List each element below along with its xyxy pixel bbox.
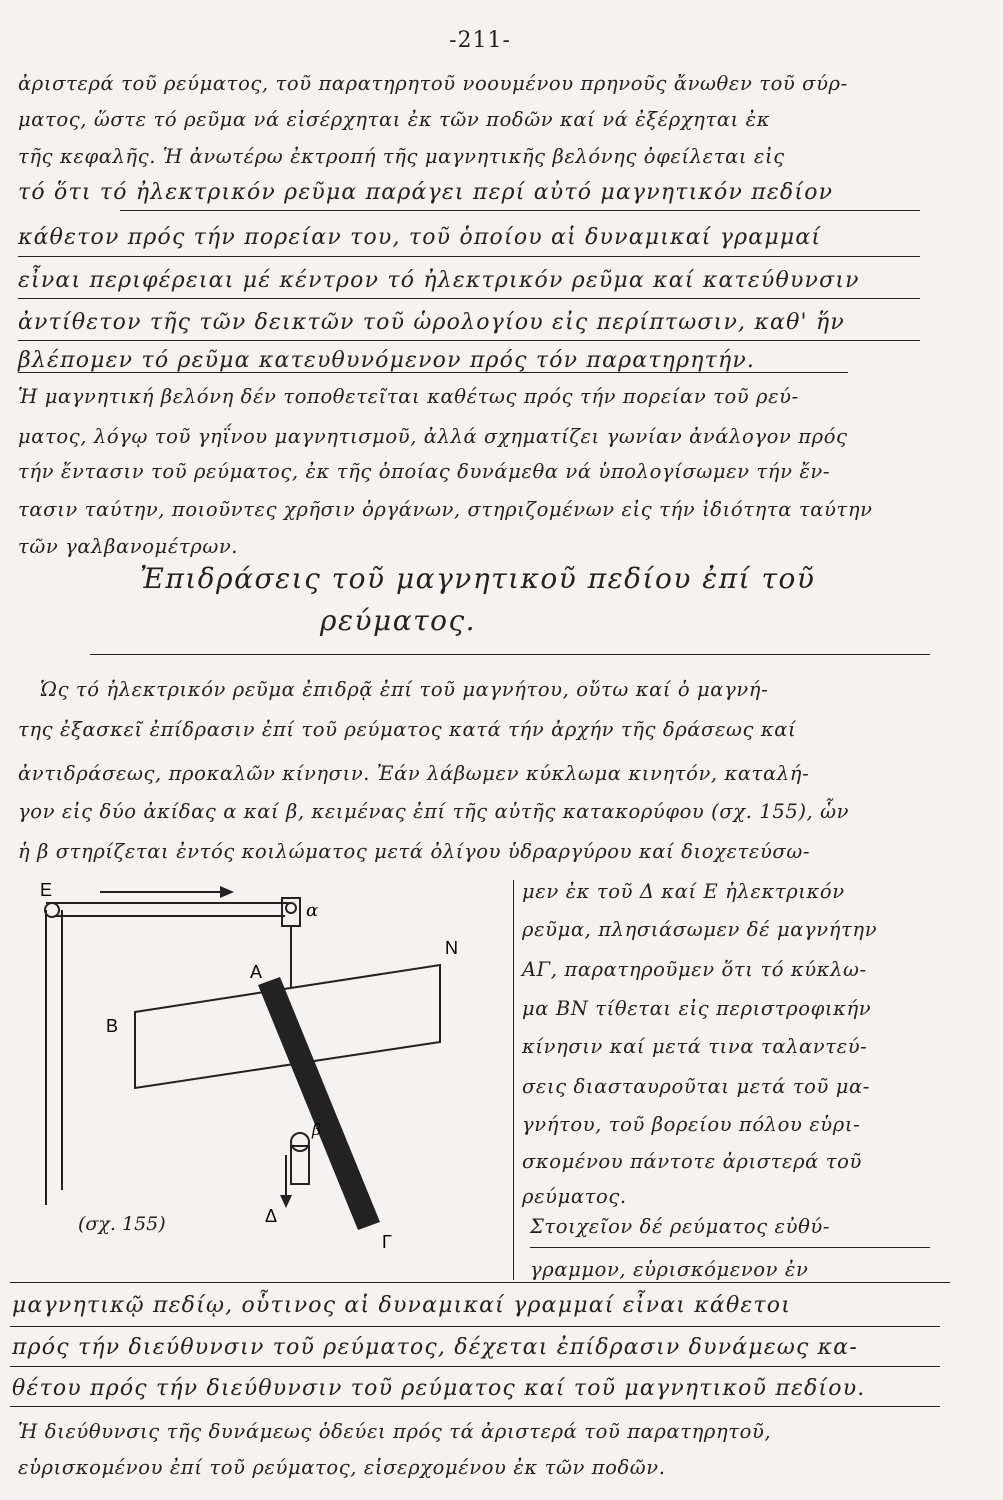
underlined-text-line: Στοιχεῖον δέ ρεύματος εὐθύ-: [530, 1215, 831, 1238]
pulley-top: [45, 903, 59, 917]
label-E: Ε: [40, 880, 53, 900]
text-line: σεις διασταυροῦται μετά τοῦ μα-: [522, 1075, 870, 1098]
text-line: ρεύματος.: [522, 1185, 627, 1208]
text-line: τῶν γαλβανομέτρων.: [18, 535, 239, 558]
text-line: ἀντιδράσεως, προκαλῶν κίνησιν. Ἐάν λάβωμεν κύκλωμα κινητόν, καταλή-: [18, 762, 810, 785]
text-line: ΑΓ, παρατηροῦμεν ὅτι τό κύκλω-: [522, 958, 867, 981]
underlined-text-line: πρός τήν διεύθυνσιν τοῦ ρεύματος, δέχεται ἐπίδρασιν δυνάμεως κα-: [12, 1335, 858, 1360]
text-line: Ὡς τό ἠλεκτρικόν ρεῦμα ἐπιδρᾷ ἐπί τοῦ μαγνήτου, οὕτω καί ὁ μαγνή-: [40, 678, 769, 701]
underlined-text-line: γραμμον, εὑρισκόμενον ἐν: [530, 1258, 809, 1281]
text-line: γνήτου, τοῦ βορείου πόλου εὑρι-: [522, 1113, 861, 1136]
text-line: μεν ἐκ τοῦ Δ καί Ε ἠλεκτρικόν: [522, 880, 845, 903]
text-line: Ἡ μαγνητική βελόνη δέν τοποθετεῖται καθέτως πρός τήν πορείαν τοῦ ρεύ-: [18, 385, 799, 408]
underlined-text-line: εἶναι περιφέρειαι μέ κέντρον τό ἠλεκτρικόν ρεῦμα καί κατεύθυνσιν: [18, 268, 860, 293]
text-line: εὑρισκομένου ἐπί τοῦ ρεύματος, εἰσερχομένου ἐκ τῶν ποδῶν.: [18, 1456, 666, 1479]
underlined-text-line: τό ὅτι τό ἠλεκτρικόν ρεῦμα παράγει περί αὐτό μαγνητικόν πεδίον: [18, 180, 834, 205]
current-arrowhead: [220, 886, 234, 898]
label-Delta: Δ: [265, 1206, 278, 1226]
text-line: κίνησιν καί μετά τινα ταλαντεύ-: [522, 1035, 868, 1058]
figure-caption: (σχ. 155): [78, 1213, 166, 1235]
underline-rule: [10, 1326, 940, 1327]
section-heading-cont: ρεύματος.: [320, 604, 477, 637]
underline-rule: [18, 256, 920, 257]
underline-rule: [18, 298, 920, 299]
underlined-text-line: βλέπομεν τό ρεῦμα κατευθυνόμενον πρός τόν παρατηρητήν.: [18, 348, 756, 373]
text-line: Ἡ διεύθυνσις τῆς δυνάμεως ὁδεύει πρός τά ἀριστερά τοῦ παρατηρητοῦ,: [18, 1420, 772, 1443]
text-line: της ἐξασκεῖ ἐπίδρασιν ἐπί τοῦ ρεύματος κατά τήν ἀρχήν τῆς δράσεως καί: [18, 718, 797, 741]
pivot-beta: [291, 1133, 309, 1151]
underlined-text-line: θέτου πρός τήν διεύθυνσιν τοῦ ρεύματος καί τοῦ μαγνητικοῦ πεδίου.: [12, 1376, 866, 1401]
label-Gamma: Γ: [382, 1232, 392, 1250]
underline-rule: [530, 1247, 930, 1248]
label-beta: β: [312, 1120, 322, 1139]
magnet-AG: [258, 977, 380, 1230]
text-line: ρεῦμα, πλησιάσωμεν δέ μαγνήτην: [522, 918, 878, 941]
heading-rule: [90, 654, 930, 655]
underline-rule: [18, 372, 848, 373]
page-number: -211-: [449, 28, 511, 53]
text-line: μα ΒΝ τίθεται εἰς περιστροφικήν: [522, 997, 872, 1020]
figure-155: [10, 870, 520, 1250]
label-A: A: [250, 962, 263, 982]
text-line: σκομένου πάντοτε ἀριστερά τοῦ: [522, 1150, 862, 1173]
text-line: ματος, ὥστε τό ρεῦμα νά εἰσέρχηται ἐκ τῶν ποδῶν καί νά ἐξέρχηται ἐκ: [18, 108, 771, 131]
text-line: τασιν ταύτην, ποιοῦντες χρῆσιν ὀργάνων, στηριζομένων εἰς τήν ἰδιότητα ταύτην: [18, 498, 873, 521]
text-line: γον εἰς δύο ἀκίδας α καί β, κειμένας ἐπί τῆς αὐτῆς κατακορύφου (σχ. 155), ὧν: [18, 800, 850, 823]
underline-rule: [10, 1366, 940, 1367]
underline-rule: [10, 1406, 940, 1407]
label-B: B: [106, 1016, 119, 1036]
text-line: τῆς κεφαλῆς. Ἡ ἀνωτέρω ἐκτροπή τῆς μαγνητικῆς βελόνης ὀφείλεται εἰς: [18, 145, 785, 168]
underlined-text-line: ἀντίθετον τῆς τῶν δεικτῶν τοῦ ὡρολογίου εἰς περίπτωσιν, καθ' ἥν: [18, 310, 845, 335]
underlined-text-line: μαγνητικῷ πεδίῳ, οὗτινος αἱ δυναμικαί γραμμαί εἶναι κάθετοι: [12, 1293, 792, 1318]
text-line: ἀριστερά τοῦ ρεύματος, τοῦ παρατηρητοῦ νοουμένου πρηνοῦς ἄνωθεν τοῦ σύρ-: [18, 72, 848, 95]
underlined-text-line: κάθετον πρός τήν πορείαν του, τοῦ ὁποίου αἱ δυναμικαί γραμμαί: [18, 225, 822, 250]
delta-arrowhead: [280, 1195, 292, 1208]
text-line: ματος, λόγῳ τοῦ γηΐνου μαγνητισμοῦ, ἀλλά σχηματίζει γωνίαν ἀνάλογον πρός: [18, 425, 848, 448]
label-alpha: α: [306, 900, 319, 921]
text-line: τήν ἔντασιν τοῦ ρεύματος, ἐκ τῆς ὁποίας δυνάμεθα νά ὑπολογίσωμεν τήν ἔν-: [18, 460, 831, 483]
label-N: N: [445, 938, 458, 958]
text-line: ἡ β στηρίζεται ἐντός κοιλώματος μετά ὀλίγου ὑδραργύρου καί διοχετεύσω-: [18, 840, 811, 863]
underline-rule: [10, 1282, 950, 1283]
underline-rule: [18, 340, 920, 341]
section-heading: Ἐπιδράσεις τοῦ μαγνητικοῦ πεδίου ἐπί τοῦ: [140, 562, 816, 595]
underline-rule: [120, 210, 920, 211]
